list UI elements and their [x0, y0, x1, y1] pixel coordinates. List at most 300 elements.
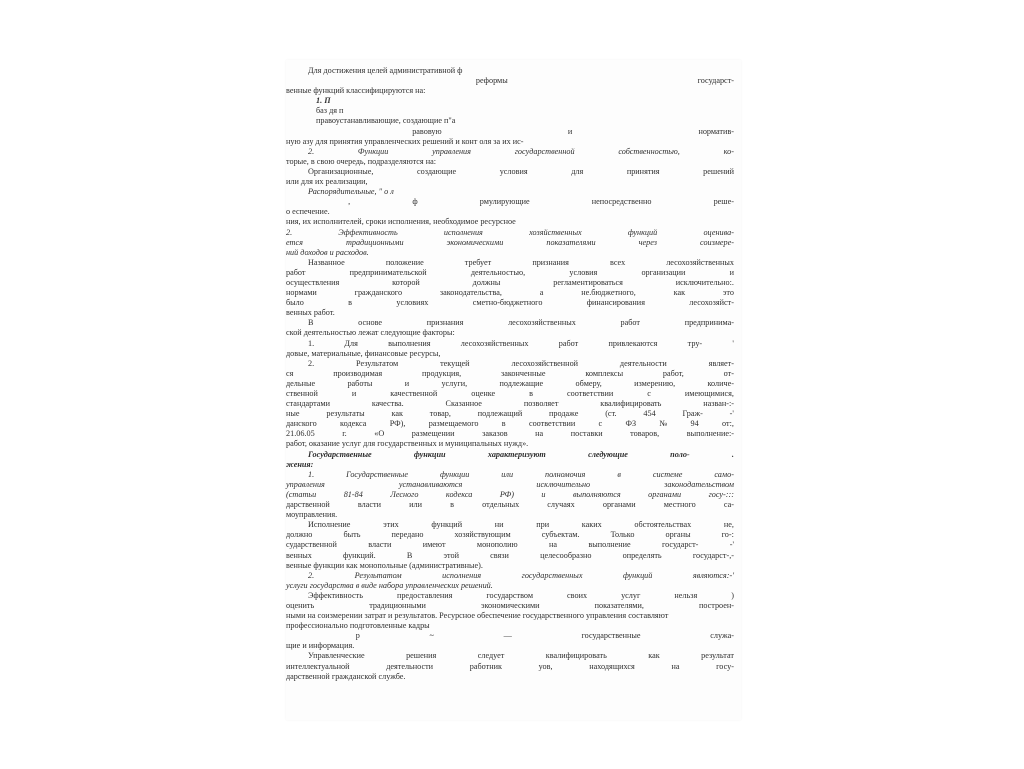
line-segment: работы — [347, 378, 373, 388]
text-line — [286, 147, 734, 157]
text-line — [286, 601, 734, 611]
text-line — [286, 228, 734, 238]
line-segment: условия — [569, 267, 598, 277]
line-segment: ную азу для принятия управленческих решений и конт оля за их ис- — [286, 136, 524, 146]
line-segment: государственные — [581, 631, 641, 641]
line-segment: Государственные — [308, 449, 372, 459]
line-segment: качества. — [371, 399, 404, 409]
line-segment: ся — [286, 368, 294, 378]
line-segment: работ, оказание услуг для государственных и муниципальных нужд». — [286, 439, 529, 449]
line-segment: данского — [286, 419, 317, 429]
line-segment: полномочия — [545, 469, 586, 479]
line-segment: назван-:- — [703, 399, 734, 409]
line-segment: Эффективность — [338, 227, 398, 237]
line-segment: признания — [532, 257, 569, 267]
line-segment: — — [503, 631, 512, 641]
line-segment: комплексы — [585, 368, 624, 378]
text-line — [286, 460, 734, 470]
line-segment: лесохозяйственной — [511, 358, 579, 368]
line-segment: поставки — [570, 429, 603, 439]
line-segment: власти — [357, 500, 381, 510]
text-line — [286, 399, 734, 409]
line-segment: венные функций классифицируются на: — [286, 86, 426, 96]
text-line — [286, 86, 734, 96]
line-segment: являет- — [708, 358, 734, 368]
line-segment: ко- — [723, 146, 734, 156]
line-segment: ' — [732, 338, 734, 348]
line-segment: исключительно — [536, 479, 591, 489]
line-segment: которой — [392, 277, 420, 287]
line-segment: от:, — [722, 419, 734, 429]
line-segment: правоустанавливающие, создающие п"а — [316, 116, 456, 126]
line-segment: осуществления — [286, 277, 340, 287]
line-segment: работ — [620, 318, 640, 328]
line-segment: создающие — [417, 166, 457, 176]
line-segment: в — [501, 419, 506, 429]
line-segment: всех — [610, 257, 626, 267]
line-segment: венных работ. — [286, 308, 335, 318]
text-line — [286, 278, 734, 288]
line-segment: хозяйствующим — [454, 530, 511, 540]
line-segment: лесохозяйст- — [689, 298, 734, 308]
line-segment: и — [404, 378, 410, 388]
line-segment: традиционными — [345, 237, 404, 247]
text-line — [286, 409, 734, 419]
text-line — [286, 500, 734, 510]
line-segment: функций — [431, 520, 463, 530]
line-segment: 2. — [308, 146, 315, 156]
line-segment: собственностью, — [618, 146, 680, 156]
line-segment: жения: — [286, 459, 314, 469]
text-line — [286, 238, 734, 248]
line-segment: выполняются — [572, 489, 621, 499]
text-line — [286, 248, 734, 258]
line-segment: предоставления — [396, 590, 453, 600]
line-segment: дельные — [286, 378, 316, 388]
line-segment: органы — [665, 530, 691, 540]
line-segment: отдельных — [482, 500, 520, 510]
line-segment: основе — [358, 318, 383, 328]
text-line — [286, 298, 734, 308]
line-segment: в — [450, 500, 454, 510]
line-segment: принятия — [626, 166, 660, 176]
text-line — [286, 187, 734, 197]
line-segment: госу- — [716, 661, 734, 671]
text-line — [286, 379, 734, 389]
text-line — [286, 470, 734, 480]
line-segment: определять — [622, 550, 662, 560]
line-segment: предпринимательской — [349, 267, 427, 277]
line-segment: Исполнение — [308, 520, 351, 530]
line-segment: как — [391, 409, 403, 419]
line-segment: оценить — [286, 600, 315, 610]
text-line — [286, 450, 734, 460]
text-line — [286, 520, 734, 530]
text-line — [286, 419, 734, 429]
line-segment: «О — [374, 429, 385, 439]
line-segment: государст- — [697, 76, 734, 86]
line-segment: при — [536, 520, 550, 530]
line-segment: в — [348, 298, 353, 308]
line-segment: госу-::: — [708, 489, 734, 499]
line-segment: деятельности — [619, 358, 667, 368]
line-segment: деятельности — [386, 661, 434, 671]
line-segment: было — [286, 298, 304, 308]
line-segment: подлежащий — [477, 409, 523, 419]
line-segment: услуги, — [441, 378, 468, 388]
line-segment: функций. — [342, 550, 376, 560]
line-segment: находящихся — [589, 661, 635, 671]
line-segment: равовую — [412, 126, 442, 136]
line-segment: щие и информация. — [286, 641, 355, 651]
text-line — [286, 530, 734, 540]
line-segment: р — [355, 631, 360, 641]
line-segment: государством — [486, 590, 533, 600]
line-segment: г. — [342, 429, 347, 439]
line-segment: органами — [602, 500, 636, 510]
line-segment: Сказанное — [445, 399, 482, 409]
line-segment: быть — [343, 530, 361, 540]
line-segment: своих — [567, 590, 588, 600]
line-segment: В — [406, 550, 413, 560]
line-segment: 1. — [308, 469, 315, 479]
line-segment: работ — [286, 267, 306, 277]
text-line — [286, 429, 734, 439]
line-segment: государст-,- — [692, 550, 734, 560]
text-line — [286, 106, 734, 116]
text-line — [286, 561, 734, 571]
line-segment: лесохозяйственных — [460, 338, 529, 348]
line-segment: целесообразно — [540, 550, 592, 560]
line-segment: следующие — [588, 449, 628, 459]
line-segment: са- — [723, 500, 734, 510]
line-segment: условиях — [396, 298, 429, 308]
text-line — [286, 641, 734, 651]
text-line — [286, 288, 734, 298]
line-segment: системе — [652, 469, 683, 479]
line-segment: на — [535, 429, 544, 439]
line-segment: довые, материальные, финансовые ресурсы, — [286, 348, 441, 358]
line-segment: продукция, — [422, 368, 462, 378]
line-segment: связи — [490, 550, 509, 560]
line-segment: обмеру, — [575, 378, 602, 388]
line-segment: производимая — [333, 368, 383, 378]
line-segment: измерению, — [634, 378, 676, 388]
line-segment: Управленческие — [308, 651, 365, 661]
line-segment: качественной — [390, 389, 438, 398]
text-line — [286, 510, 734, 520]
line-segment: сударственной — [286, 540, 337, 550]
text-line — [286, 611, 734, 621]
line-segment: Результатом — [354, 570, 402, 580]
text-line — [286, 167, 734, 177]
text-line — [286, 349, 734, 359]
text-line — [286, 157, 734, 167]
line-segment: дарственной — [286, 500, 330, 510]
line-segment: стандартами — [286, 399, 330, 409]
text-line — [286, 631, 734, 641]
line-segment: регламентироваться — [553, 277, 623, 287]
line-segment: как — [673, 288, 686, 298]
line-segment: традиционными — [369, 600, 426, 610]
line-segment: работ, — [662, 368, 684, 378]
text-line — [286, 96, 734, 106]
line-segment: , — [348, 197, 351, 207]
text-line — [286, 137, 734, 147]
line-segment: Лесного — [390, 489, 419, 499]
line-segment: нельзя — [674, 590, 698, 600]
text-line — [286, 177, 734, 187]
text-line — [286, 672, 734, 682]
line-segment: Функции — [357, 146, 389, 156]
text-line — [286, 662, 734, 672]
line-segment: ния, их исполнителей, сроки исполнения, необходимое ресурсное — [286, 217, 516, 227]
line-segment: выполнение:- — [686, 429, 734, 439]
line-segment: этих — [383, 520, 399, 530]
line-segment: реформы — [475, 76, 508, 86]
line-segment: количе- — [707, 378, 734, 388]
line-segment: Организационные, — [308, 166, 374, 176]
line-segment: Распорядительные, " о л — [308, 187, 394, 197]
line-segment: функций — [627, 227, 658, 237]
line-segment: поло- — [670, 449, 690, 459]
text-line — [286, 116, 734, 126]
line-segment: законодательством — [664, 479, 734, 489]
line-segment: само- — [714, 469, 734, 479]
text-line — [286, 490, 734, 500]
line-segment: торые, в свою очередь, подразделяются на: — [286, 156, 437, 166]
line-segment: ственной — [286, 389, 318, 398]
line-segment: должно — [286, 530, 313, 540]
text-line — [286, 66, 734, 76]
line-segment: случаях — [547, 500, 575, 510]
line-segment: венные функции как монопольные (административные). — [286, 560, 483, 570]
line-segment: построен- — [698, 600, 734, 610]
line-segment: государст- — [661, 540, 699, 550]
line-segment: оценива- — [703, 227, 734, 237]
line-segment: деятельностью, — [470, 267, 526, 277]
line-segment: лесохозяйственных — [666, 257, 734, 267]
line-segment: текущей — [440, 358, 470, 368]
line-segment: ные — [286, 409, 300, 419]
line-segment: Граж- — [682, 409, 703, 419]
text-line — [286, 318, 734, 328]
line-segment: товар, — [429, 409, 451, 419]
line-segment: показателями, — [594, 600, 644, 610]
line-segment: (ст. — [605, 409, 617, 419]
line-segment: венных — [286, 550, 312, 560]
text-line — [286, 217, 734, 227]
line-segment: функции — [413, 449, 446, 459]
line-segment: Эффективность — [308, 590, 363, 600]
line-segment: ными на соизмерении затрат и результатов. Ресурсное обеспечение государственного управления составляют — [286, 611, 669, 621]
line-segment: экономическими — [446, 237, 504, 247]
line-segment: ется — [286, 237, 303, 247]
line-segment: экономическими — [480, 600, 540, 610]
line-segment: 2. — [286, 227, 293, 237]
line-segment: услуги государства в виде набора управленческих решений. — [286, 580, 493, 590]
line-segment: результаты — [326, 409, 365, 419]
line-segment: имеющимися, — [684, 389, 734, 398]
line-segment: монополию — [476, 540, 518, 550]
line-segment: ний доходов и расходов. — [286, 247, 369, 257]
text-line — [286, 127, 734, 137]
line-segment: предпринима- — [684, 318, 734, 328]
line-segment: Результатом — [356, 358, 399, 368]
line-segment: организации — [641, 267, 686, 277]
line-segment: этой — [443, 550, 459, 560]
text-line — [286, 258, 734, 268]
line-segment: товаров, — [630, 429, 660, 439]
line-segment: подлежащие — [499, 378, 544, 388]
line-segment: го-: — [721, 530, 734, 540]
line-segment: продаже — [549, 409, 579, 419]
line-segment: каких — [581, 520, 602, 530]
text-line — [286, 571, 734, 581]
line-segment: признания — [426, 318, 464, 328]
line-segment: 94 — [690, 419, 699, 429]
line-segment: решения — [406, 651, 437, 661]
line-segment: должны — [472, 277, 501, 287]
line-segment: выполнения — [388, 338, 431, 348]
text-line — [286, 268, 734, 278]
line-segment: Только — [610, 530, 635, 540]
line-segment: это — [722, 288, 734, 298]
text-line — [286, 439, 734, 449]
line-segment: ф — [412, 197, 418, 207]
line-segment: 2. — [308, 570, 315, 580]
line-segment: о еспечение. — [286, 207, 330, 217]
line-segment: устанавливаются — [398, 479, 463, 489]
line-segment: Для достижения целей административной ф — [308, 66, 463, 75]
line-segment: в — [617, 469, 621, 479]
line-segment: Для — [344, 338, 358, 348]
line-segment: гражданского — [354, 288, 403, 298]
line-segment: 2. — [308, 358, 315, 368]
line-segment: лесохозяйственных — [508, 318, 576, 328]
text-line — [286, 339, 734, 349]
line-segment: интеллектуальной — [286, 661, 350, 671]
document-text — [286, 66, 734, 682]
line-segment: норматив- — [698, 126, 734, 136]
line-segment: хозяйственных — [529, 227, 582, 237]
line-segment: для — [571, 166, 584, 176]
line-segment: служа- — [710, 631, 734, 641]
line-segment: размещаемого — [428, 419, 479, 429]
line-segment: 21.06.05 — [286, 429, 315, 439]
line-segment: 454 — [643, 409, 656, 419]
line-segment: с — [647, 389, 651, 398]
line-segment: 81-84 — [343, 489, 363, 499]
line-segment: кодекса — [445, 489, 473, 499]
line-segment: соответствии — [567, 389, 614, 398]
line-segment: дарственной гражданской службе. — [286, 671, 406, 681]
text-line — [286, 308, 734, 318]
line-segment: не, — [723, 520, 734, 530]
line-segment: власти — [368, 540, 392, 550]
line-segment: РФ), — [389, 419, 406, 429]
line-segment: рмулирующие — [479, 197, 530, 207]
text-line — [286, 207, 734, 217]
line-segment: ФЗ — [625, 419, 637, 429]
text-line — [286, 76, 734, 86]
text-line — [286, 551, 734, 561]
line-segment: непосредственно — [591, 197, 652, 207]
line-segment: уов, — [538, 661, 553, 671]
text-line — [286, 591, 734, 601]
line-segment: финансирования — [586, 298, 645, 308]
line-segment: или — [409, 500, 422, 510]
line-segment: размещении — [411, 429, 455, 439]
line-segment: сметно-бюджетного — [472, 298, 543, 308]
text-line — [286, 540, 734, 550]
line-segment: следует — [477, 651, 505, 661]
text-line — [286, 369, 734, 379]
line-segment: от- — [723, 368, 734, 378]
line-segment: на — [548, 540, 557, 550]
line-segment: ) — [731, 590, 734, 600]
line-segment: 1. — [308, 338, 315, 348]
line-segment: услуг — [621, 590, 641, 600]
text-line — [286, 651, 734, 661]
line-segment: Государственные — [346, 469, 408, 479]
line-segment: или — [501, 469, 514, 479]
line-segment: передано — [391, 530, 424, 540]
line-segment: работ — [558, 338, 579, 348]
line-segment: условия — [499, 166, 528, 176]
line-segment: В — [308, 318, 314, 328]
text-line — [286, 581, 734, 591]
line-segment: . — [731, 449, 734, 459]
line-segment: в — [529, 389, 534, 398]
text-line — [286, 328, 734, 338]
text-line — [286, 197, 734, 207]
line-segment: № — [659, 419, 668, 429]
line-segment: профессионально подготовленные кадры — [286, 621, 430, 631]
line-segment: характеризуют — [487, 449, 546, 459]
text-line — [286, 389, 734, 399]
line-segment: не.бюджетного, — [581, 288, 636, 298]
line-segment: требует — [464, 257, 492, 267]
line-segment: оценке — [471, 389, 496, 398]
line-segment: Названное — [308, 257, 345, 267]
line-segment: и — [567, 126, 573, 136]
line-segment: работник — [469, 661, 502, 671]
line-segment: а — [539, 288, 544, 298]
line-segment: на — [671, 661, 680, 671]
line-segment: заказов — [482, 429, 508, 439]
line-segment: результат — [701, 651, 734, 661]
text-line — [286, 359, 734, 369]
line-segment: государственной — [514, 146, 575, 156]
line-segment: баз дя п — [316, 106, 344, 116]
line-segment: государственных — [521, 570, 583, 580]
line-segment: соответствии — [528, 419, 576, 429]
line-segment: позволяет — [523, 399, 559, 409]
line-segment: законченные — [500, 368, 546, 378]
line-segment: обстоятельствах — [634, 520, 692, 530]
line-segment: -' — [729, 540, 734, 550]
line-segment: и — [729, 267, 734, 277]
line-segment: или для их реализации, — [286, 177, 368, 187]
line-segment: и — [541, 489, 546, 499]
line-segment: исполнения — [443, 227, 483, 237]
line-segment: функций — [623, 570, 653, 580]
line-segment: тру- — [687, 338, 703, 348]
line-segment: как — [648, 651, 660, 661]
line-segment: РФ) — [499, 489, 514, 499]
line-segment: привлекаются — [608, 338, 658, 348]
